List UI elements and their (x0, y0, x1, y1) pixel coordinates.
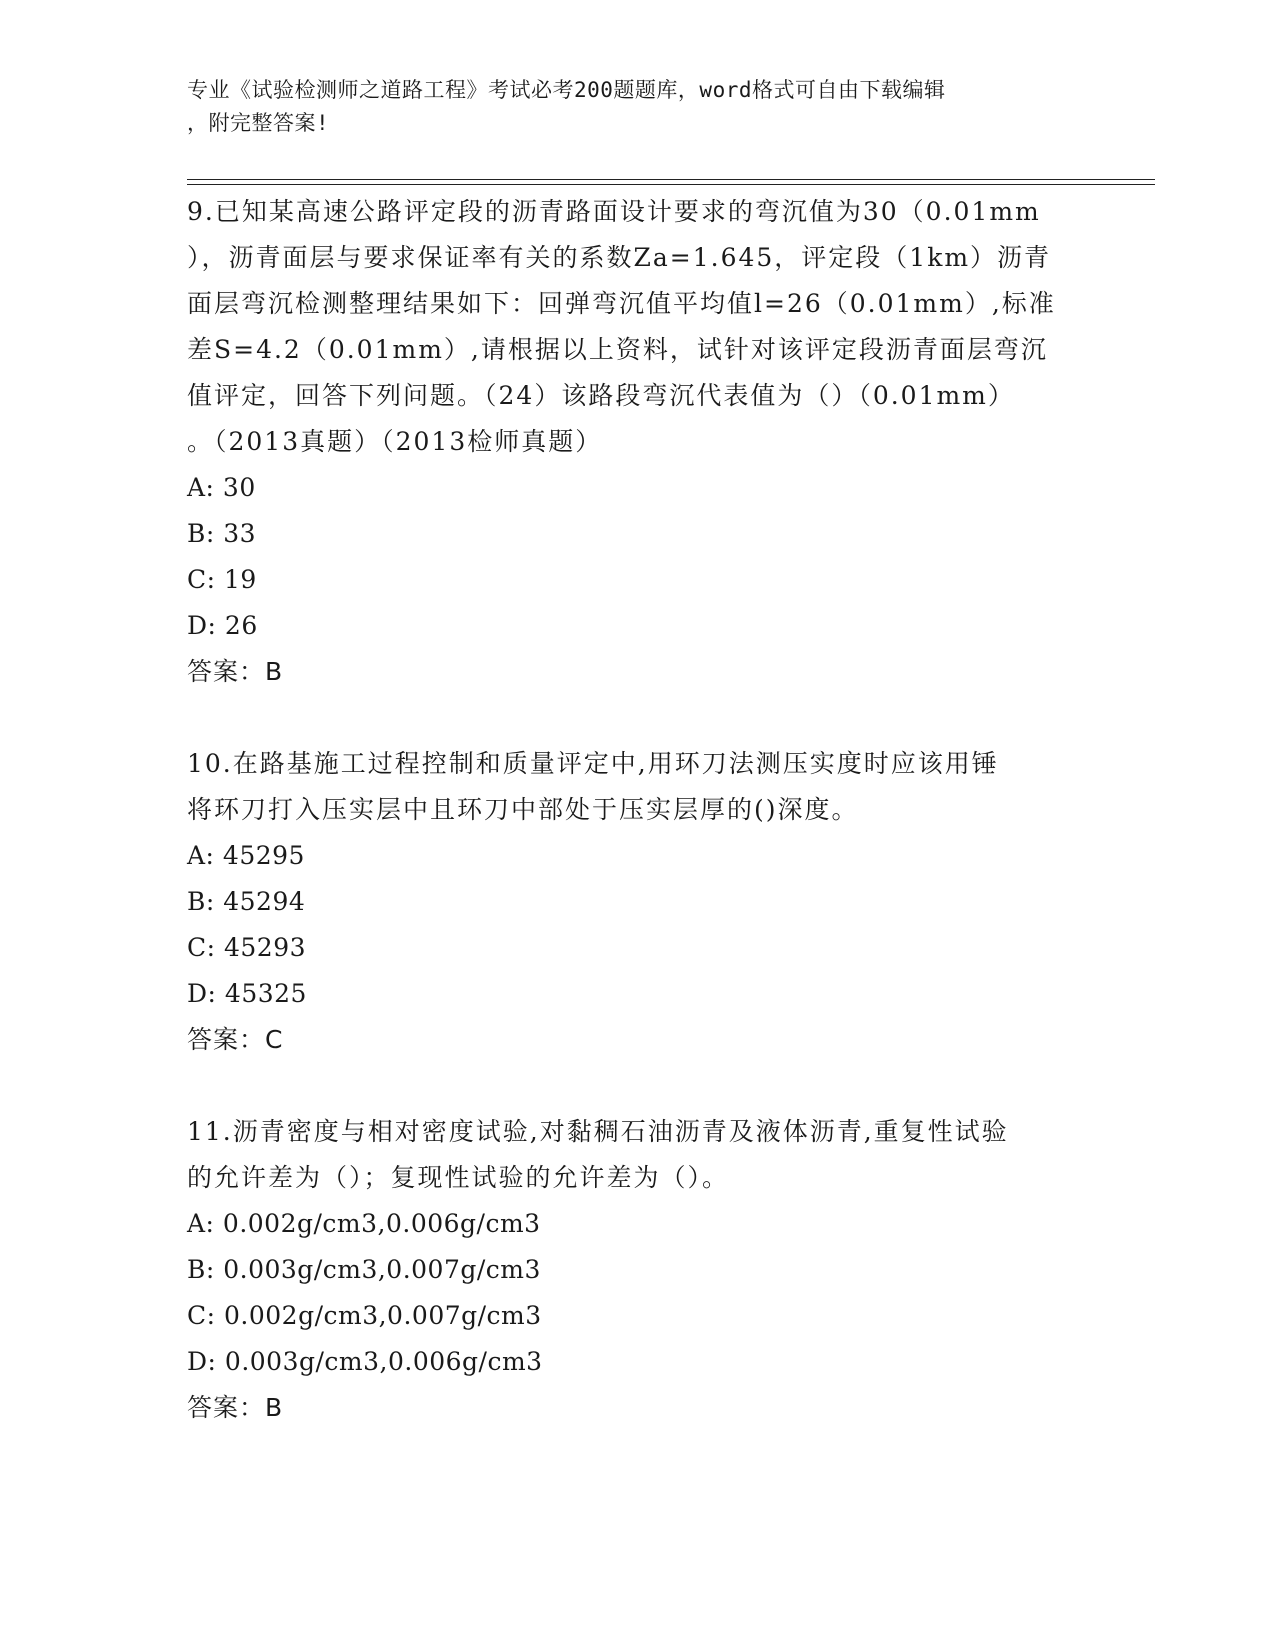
option-b: B: 45294 (187, 887, 306, 916)
answer-label: 答案：C (187, 1025, 284, 1054)
question-text-line: 9.已知某高速公路评定段的沥青路面设计要求的弯沉值为30（0.01mm (187, 197, 1041, 226)
question-list (187, 189, 1087, 1431)
document-header (187, 74, 1087, 140)
option-d: D: 45325 (187, 979, 307, 1008)
option-a: A: 0.002g/cm3,0.006g/cm3 (187, 1209, 541, 1238)
option-c: C: 0.002g/cm3,0.007g/cm3 (187, 1301, 542, 1330)
option-b: B: 33 (187, 519, 257, 548)
question-10 (187, 741, 1087, 1063)
question-text-line: 11.沥青密度与相对密度试验,对黏稠石油沥青及液体沥青,重复性试验 (187, 1117, 1009, 1146)
question-text-line: 值评定，回答下列问题。（24）该路段弯沉代表值为（）（0.01mm） (187, 381, 1015, 410)
question-9 (187, 189, 1087, 695)
question-spacer (187, 1063, 1087, 1109)
option-d: D: 26 (187, 611, 258, 640)
answer-label: 答案：B (187, 1393, 284, 1422)
option-c: C: 19 (187, 565, 257, 594)
option-a: A: 30 (187, 473, 256, 502)
question-11 (187, 1109, 1087, 1431)
option-d: D: 0.003g/cm3,0.006g/cm3 (187, 1347, 543, 1376)
question-text-line: 。（2013真题）（2013检师真题） (187, 427, 603, 456)
option-a: A: 45295 (187, 841, 305, 870)
header-divider-bottom (187, 184, 1155, 185)
question-text-line: 10.在路基施工过程控制和质量评定中,用环刀法测压实度时应该用锤 (187, 749, 999, 778)
question-text-line: 的允许差为（）；复现性试验的允许差为（）。 (187, 1163, 730, 1192)
question-text-line: 差S=4.2（0.01mm）,请根据以上资料，试针对该评定段沥青面层弯沉 (187, 335, 1048, 364)
question-text-line: 面层弯沉检测整理结果如下：回弹弯沉值平均值l=26（0.01mm）,标准 (187, 289, 1056, 318)
answer-label: 答案：B (187, 657, 284, 686)
option-c: C: 45293 (187, 933, 307, 962)
option-b: B: 0.003g/cm3,0.007g/cm3 (187, 1255, 541, 1284)
header-divider-top (187, 179, 1155, 180)
header-title-line-1: 专业《试验检测师之道路工程》考试必考200题题库，word格式可自由下载编辑 (187, 78, 946, 102)
header-title-line-2: ，附完整答案! (187, 111, 330, 135)
question-text-line: ），沥青面层与要求保证率有关的系数Za=1.645，评定段（1km）沥青 (187, 243, 1052, 272)
question-spacer (187, 695, 1087, 741)
question-text-line: 将环刀打入压实层中且环刀中部处于压实层厚的()深度。 (187, 795, 859, 824)
